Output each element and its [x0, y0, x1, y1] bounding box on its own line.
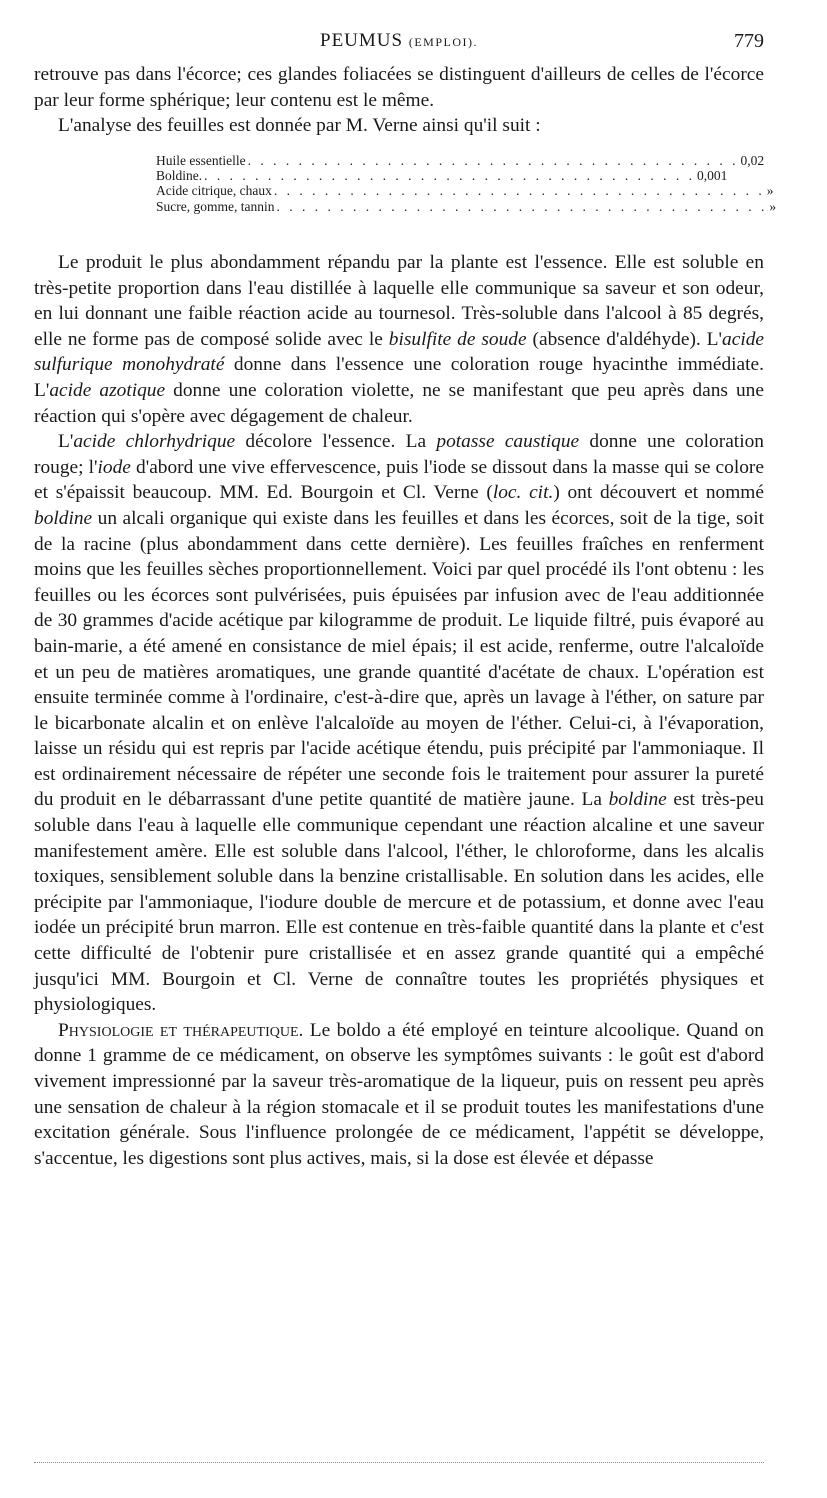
running-header — [34, 30, 764, 54]
text-run: est très-peu soluble dans l'eau à laquelle elle communique cependant une réaction alcaline et une saveur manifestement amère. Elle est soluble dans l'alcool, l'éther, le chloroforme, dans les alcalis toxiques, sensiblement soluble dans la benzine cristallisable. En solution dans les acides, elle précipite par l'ammoniaque, l'iodure double de mercure et de potassium, et donne avec l'eau iodée un précipité brun marron. Elle est contenue en très-faible quantité dans la plante et c'est cette difficulté de l'obtenir pure cristallisée et en assez grande quantité qui a empêché jusqu'ici MM. Bourgoin et Cl. Verne de connaître toutes les propriétés physiques et physiologiques. — [34, 789, 764, 1016]
paragraph-physiologie — [34, 1018, 764, 1172]
paragraph-essence — [34, 250, 764, 429]
text-run: Le boldo a été employé en teinture alcoolique. Quand on donne 1 gramme de ce médicament, on observe les symptômes suivants : le goût est d'abord vivement impressionné par la saveur très-aromatique de la liqueur, puis on ressent peu après une sensation de chaleur à la région stomacale et il se produit toutes les manifestations d'une excitation générale. Sous l'influence prolongée de ce médicament, l'appétit se développe, s'accentue, les digestions sont plus actives, mais, si la dose est élevée et dépasse — [34, 1019, 765, 1169]
main-text — [34, 250, 764, 1171]
italic-term: bisulfite de soude — [388, 328, 527, 350]
italic-term: boldine — [608, 789, 667, 811]
text-run: un alcali organique qui existe dans les feuilles et dans les écorces, soit de la tige, soit de la racine (plus abondamment dans cette dernière). Les feuilles fraîches en renferment moins que les feuilles sèches proportionnellement. Voici par quel procédé ils l'ont obtenu : les feuilles ou les écorces sont pulvérisées, puis épuisées par infusion avec de l'eau additionnée de 30 grammes d'acide acétique par kilogramme de produit. Le liquide filtré, puis évaporé au bain-marie, a été amené en consistance de miel épais; il est acide, renferme, outre l'alcaloïde et un peu de matières aromatiques, une grande quantité d'acétate de chaux. L'opération est ensuite terminée comme à l'ordinaire, c'est-à-dire que, après un lavage à l'éther, on sature par le bicarbonate alcalin et on enlève l'alcaloïde au moyen de l'éther. Celui-ci, à l'évaporation, laisse un résidu qui est repris par l'acide acétique étendu, puis précipité par l'ammoniaque. Il est ordinairement nécessaire de répéter une seconde fois le traitement pour assurer la pureté du produit en le débarrassant d'une petite quantité de matière jaune. La — [34, 507, 764, 811]
leader-dots: . . . . . . . . . . . . . . . . . . . . . . . . . . . . . . . . . . . . . . . — [273, 183, 765, 199]
title-main: PEUMUS — [320, 30, 404, 51]
leader-dots: . . . . . . . . . . . . . . . . . . . . . . . . . . . . . . . . . . . . . . . — [204, 168, 695, 184]
analysis-value: 0,001 — [697, 168, 728, 184]
italic-term: iode — [97, 456, 131, 478]
leader-dots: . . . . . . . . . . . . . . . . . . . . . . . . . . . . . . . . . . . . . . . — [247, 153, 739, 168]
text-run: donne dans l'essence une coloration rouge hyacinthe immédiate. L' — [34, 354, 765, 401]
analysis-name: Huile essentielle — [156, 153, 246, 168]
italic-term: potasse caustique — [436, 431, 580, 453]
italic-term: boldine — [34, 507, 93, 529]
analysis-name: Sucre, gomme, tannin — [156, 198, 275, 214]
analysis-value: 0,02 — [740, 153, 765, 168]
section-heading: Physiologie et thérapeutique. — [58, 1019, 304, 1041]
analysis-value: » — [766, 183, 774, 199]
analysis-value: » — [769, 198, 777, 214]
leader-dots: . . . . . . . . . . . . . . . . . . . . . . . . . . . . . . . . . . . . . . . — [276, 198, 768, 214]
text-run: Le produit le plus abondamment répandu par la plante est l'essence. Elle est soluble en très-petite proportion dans l'eau distillée à laquelle elle communique sa saveur et son odeur, en lui donnant une faible réaction acide au tournesol. Très-soluble dans l'alcool à 85 degrés, elle ne forme pas de composé solide avec le — [34, 252, 764, 350]
intro-analysis-line: L'analyse des feuilles est donnée par M. Verne ainsi qu'il suit : — [58, 115, 541, 137]
paragraph-boldine — [34, 429, 764, 1018]
italic-term: acide chlorhydrique — [73, 431, 236, 453]
analysis-row — [156, 168, 728, 184]
analysis-name: Acide citrique, chaux — [156, 183, 272, 199]
text-run: donne une coloration violette, ne se manifestant que peu après dans une réaction qui s'opère avec dégagement de chaleur. — [34, 379, 764, 427]
text-run: donne une coloration rouge; l' — [34, 431, 764, 478]
text-run: (absence d'aldéhyde). L' — [526, 328, 723, 350]
analysis-row — [156, 183, 774, 199]
running-title — [34, 30, 764, 52]
analysis-row — [156, 198, 777, 214]
intro-text — [34, 62, 764, 139]
analysis-name: Boldine. — [156, 168, 203, 184]
page-number: 779 — [734, 30, 764, 52]
italic-term: acide sulfurique monohydraté — [34, 328, 765, 376]
text-run: L' — [58, 431, 74, 453]
text-run: d'abord une vive effervescence, puis l'iode se dissout dans la masse qui se colore et s'épaissit beaucoup. MM. Ed. Bourgoin et Cl. Verne ( — [34, 456, 764, 504]
footer-dotted-rule — [34, 1462, 764, 1463]
analysis-row — [156, 153, 765, 168]
italic-term: acide azotique — [49, 379, 166, 401]
text-run: ) ont découvert et nommé — [553, 482, 764, 504]
analysis-table — [156, 153, 777, 214]
italic-term: loc. cit. — [492, 482, 554, 504]
text-run: décolore l'essence. La — [235, 431, 437, 453]
intro-continuation: retrouve pas dans l'écorce; ces glandes foliacées se distinguent d'ailleurs de celles de l'écorce par leur forme sphérique; leur contenu est le même. — [34, 64, 764, 111]
title-suffix: (EMPLOI). — [408, 35, 478, 49]
